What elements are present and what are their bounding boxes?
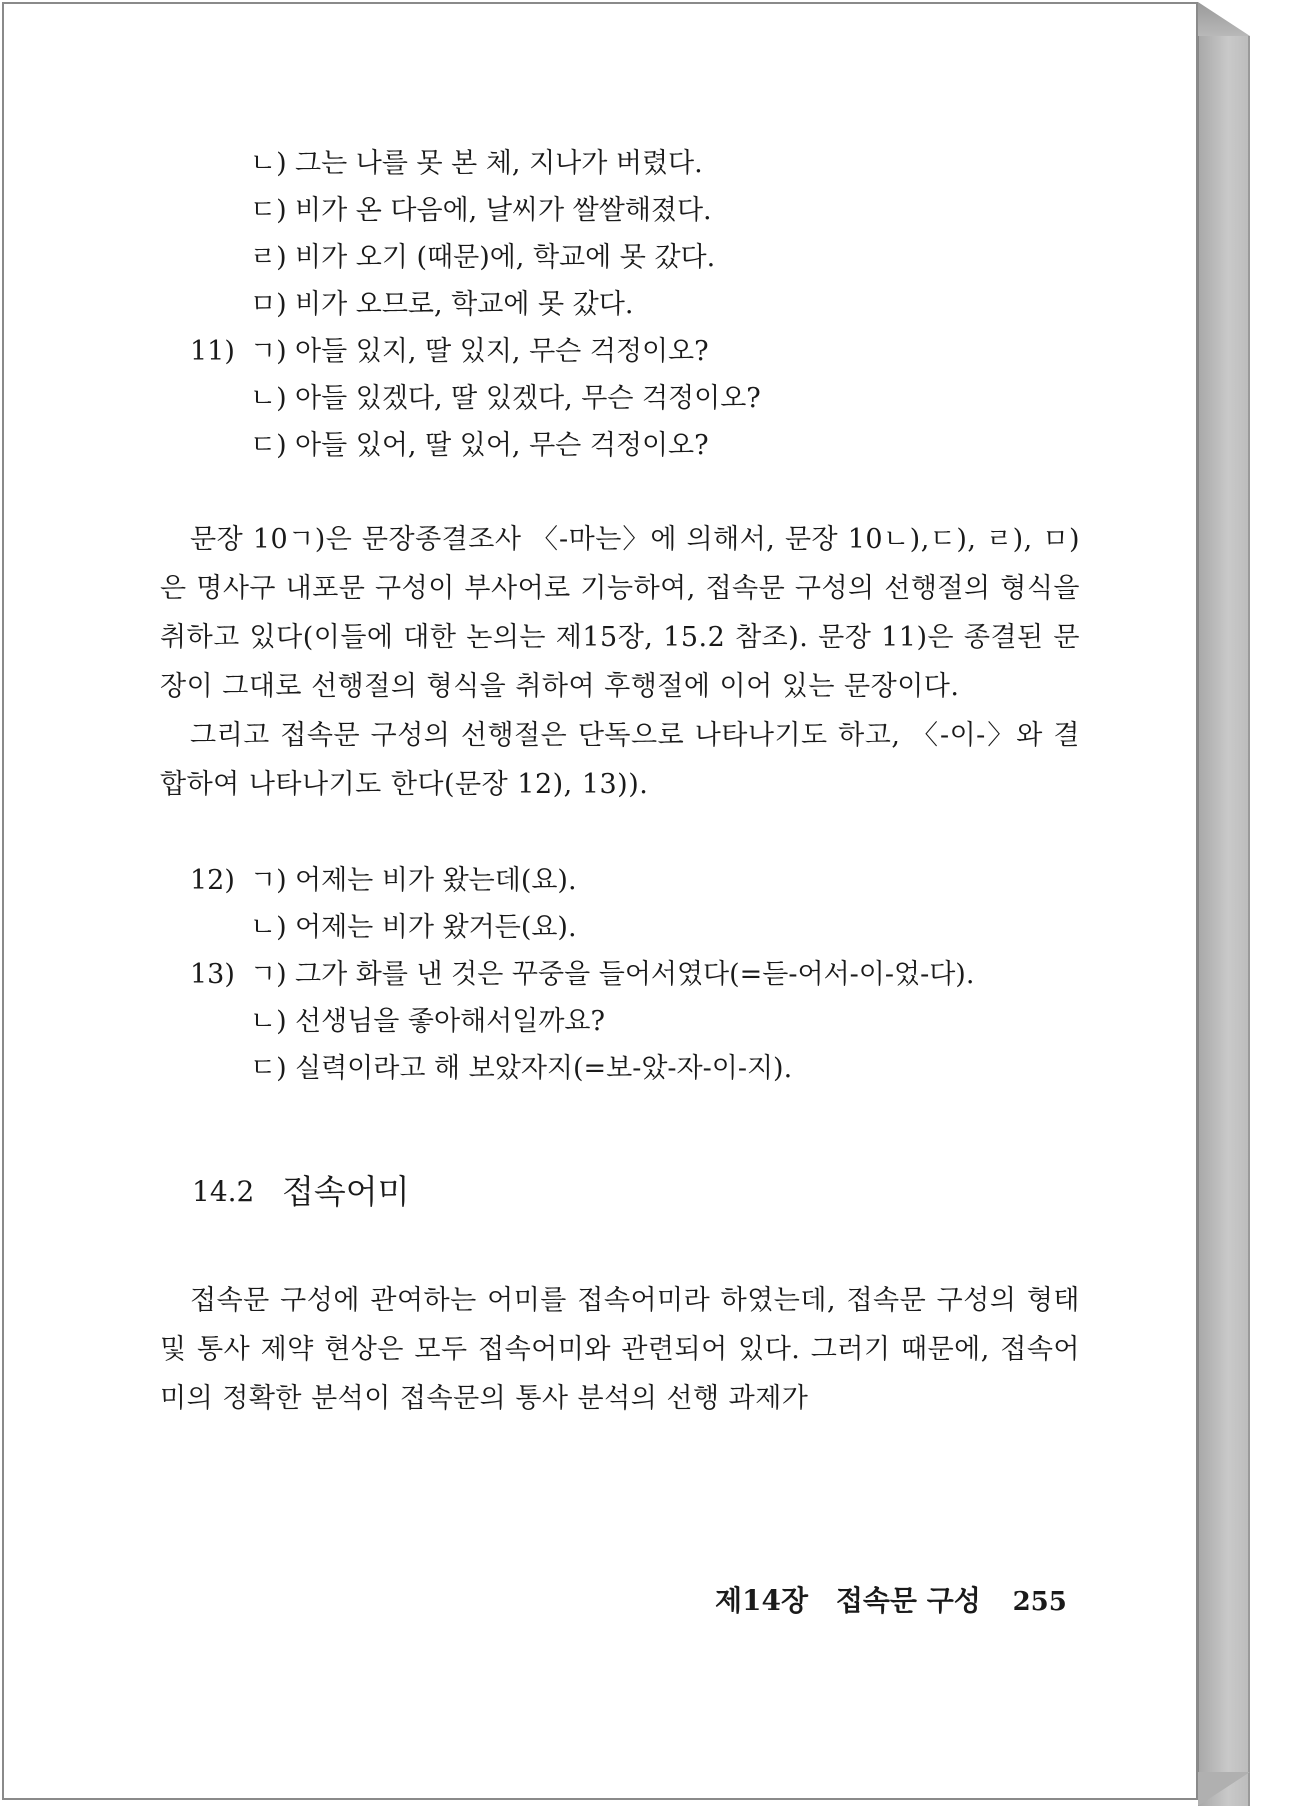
example-marker: ㄴ) xyxy=(250,148,287,179)
example-item xyxy=(160,857,1080,904)
example-text: 그는 나를 못 본 체, 지나가 버렸다. xyxy=(295,148,703,179)
example-marker: ㄴ) xyxy=(250,383,287,414)
page-number: 255 xyxy=(1012,1587,1067,1617)
example-text: 선생님을 좋아해서일까요? xyxy=(295,1006,605,1037)
example-text: 어제는 비가 왔거든(요). xyxy=(295,912,577,943)
example-item xyxy=(160,998,1080,1045)
example-marker: ㄱ) xyxy=(250,865,287,896)
example-marker: ㄴ) xyxy=(250,1006,287,1037)
example-marker: ㅁ) xyxy=(250,289,287,320)
example-item xyxy=(160,328,1080,375)
example-marker: ㄴ) xyxy=(250,912,287,943)
section-title: 접속어미 xyxy=(282,1172,410,1211)
body-paragraph: 그리고 접속문 구성의 선행절은 단독으로 나타나기도 하고, 〈-이-〉와 결합하여 나타나기도 한다(문장 12), 13)). xyxy=(160,720,1080,800)
spacer xyxy=(160,1222,1080,1276)
example-item xyxy=(160,234,1080,281)
example-item xyxy=(160,140,1080,187)
example-text: 아들 있겠다, 딸 있겠다, 무슨 걱정이오? xyxy=(295,383,761,414)
example-number: 12) xyxy=(190,865,235,896)
spacer xyxy=(160,809,1080,857)
example-item xyxy=(160,375,1080,422)
example-list-top xyxy=(160,140,1080,469)
footer-chapter: 제14장 xyxy=(715,1584,809,1617)
example-marker: ㄷ) xyxy=(250,1053,287,1084)
example-item xyxy=(160,951,1080,998)
example-marker: ㄹ) xyxy=(250,242,287,273)
example-marker: ㄷ) xyxy=(250,195,287,226)
example-text: 아들 있지, 딸 있지, 무슨 걱정이오? xyxy=(295,336,709,367)
footer-title: 접속문 구성 xyxy=(835,1584,981,1617)
book-edge-top xyxy=(1198,2,1250,36)
example-text: 아들 있어, 딸 있어, 무슨 걱정이오? xyxy=(295,430,709,461)
example-number: 13) xyxy=(190,959,235,990)
example-marker: ㄱ) xyxy=(250,959,287,990)
example-item xyxy=(160,187,1080,234)
example-text: 그가 화를 낸 것은 꾸중을 들어서였다(=듣-어서-이-었-다). xyxy=(295,959,975,990)
body-paragraph: 접속문 구성에 관여하는 어미를 접속어미라 하였는데, 접속문 구성의 형태 및 통사 제약 현상은 모두 접속어미와 관련되어 있다. 그러기 때문에, 접속어미의 정확한 분석이 접속문의 통사 분석의 선행 과제가 xyxy=(160,1285,1080,1414)
page-footer xyxy=(715,1579,1067,1619)
section-number: 14.2 xyxy=(192,1175,255,1208)
example-list-middle xyxy=(160,857,1080,1092)
example-marker: ㄷ) xyxy=(250,430,287,461)
example-item xyxy=(160,281,1080,328)
example-number: 11) xyxy=(190,336,235,367)
book-spine xyxy=(1198,36,1250,1806)
example-text: 비가 오므로, 학교에 못 갔다. xyxy=(295,289,634,320)
example-item xyxy=(160,904,1080,951)
body-paragraph: 문장 10ㄱ)은 문장종결조사 〈-마는〉에 의해서, 문장 10ㄴ),ㄷ), ㄹ), ㅁ)은 명사구 내포문 구성이 부사어로 기능하여, 접속문 구성의 선행절의 형식을 취하고 있다(이들에 대한 논의는 제15장, 15.2 참조). 문장 11)은 종결된 문장이 그대로 선행절의 형식을 취하여 후행절에 이어 있는 문장이다. xyxy=(160,524,1080,702)
example-item xyxy=(160,422,1080,469)
example-text: 비가 온 다음에, 날씨가 쌀쌀해졌다. xyxy=(295,195,712,226)
page-content xyxy=(160,140,1080,1423)
example-text: 비가 오기 (때문)에, 학교에 못 갔다. xyxy=(295,242,716,273)
section-heading xyxy=(160,1162,1080,1222)
example-text: 어제는 비가 왔는데(요). xyxy=(295,865,577,896)
example-item xyxy=(160,1045,1080,1092)
spacer xyxy=(160,1092,1080,1162)
example-marker: ㄱ) xyxy=(250,336,287,367)
spacer xyxy=(160,469,1080,515)
example-text: 실력이라고 해 보았자지(=보-았-자-이-지). xyxy=(295,1053,793,1084)
